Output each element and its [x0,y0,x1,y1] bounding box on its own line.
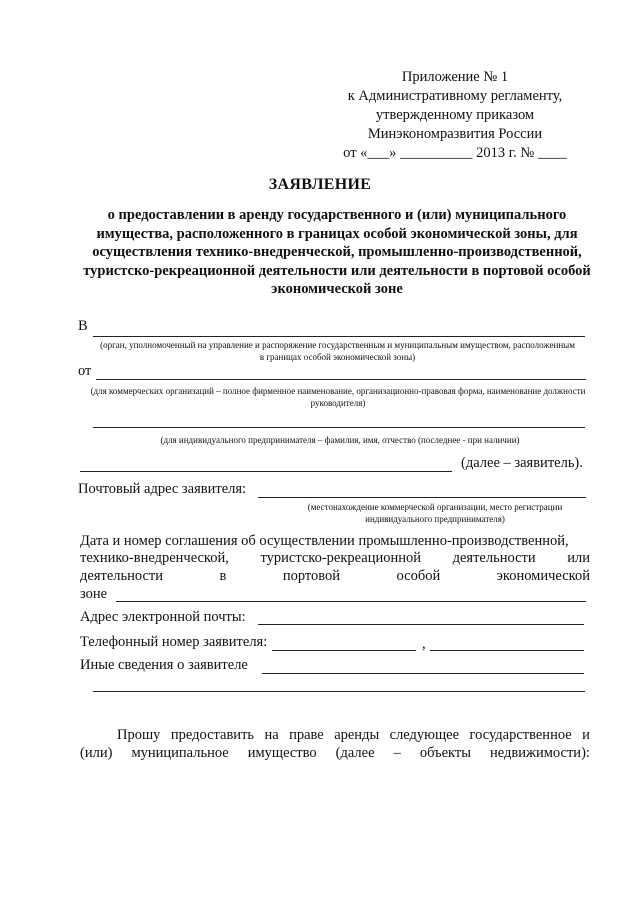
ip-field-line[interactable] [93,427,585,428]
agreement-line-4: зоне [80,586,108,602]
request-word: предоставить [170,727,255,743]
applicant-field-line[interactable] [80,471,452,472]
appendix-block [330,68,580,163]
request-line-1 [117,727,590,744]
appendix-approved: утвержденному приказом [375,107,535,123]
to-label: В [78,318,88,334]
to-caption: (орган, уполномоченный на управление и распоряжение государственным и муниципальным имуществом, расположенным в границах особой экономической зоны) [100,340,575,362]
from-caption: (для коммерческих организаций – полное фирменное наименование, организационно-правовая форма, наименование должности руководителя) [90,386,586,408]
request-line-2 [80,745,590,762]
agreement-line-1: Дата и номер соглашения об осуществлении промышленно-производственной, [80,533,569,549]
to-field-line[interactable] [93,336,585,337]
appendix-number: Приложение № 1 [401,69,509,85]
request-word: следующее [389,727,460,743]
postal-field-line[interactable] [258,497,586,498]
ip-caption: (для индивидуального предпринимателя – фамилия, имя, отчество (последнее - при наличии) [160,435,520,445]
request-word: имущество [247,745,317,761]
page-title: ЗАЯВЛЕНИЕ [268,176,372,193]
agreement-line-3 [80,568,590,585]
phone-label: Телефонный номер заявителя: [80,634,268,650]
request-word: муниципальное [131,745,229,761]
agreement-word: деятельности [80,568,164,584]
postal-label: Почтовый адрес заявителя: [78,481,247,497]
other-info-field-line-2[interactable] [93,691,585,692]
request-word: аренды [334,727,380,743]
request-word: на [264,727,279,743]
appendix-date-number: от «___» __________ 2013 г. № ____ [343,145,567,161]
agreement-line-2 [80,550,590,567]
other-info-label: Иные сведения о заявителе [80,657,248,673]
other-info-field-line[interactable] [262,673,584,674]
request-word: и [582,727,590,743]
from-field-line[interactable] [96,379,586,380]
agreement-word: экономической [496,568,590,584]
email-label: Адрес электронной почты: [80,609,246,625]
request-word: праве [289,727,324,743]
request-word: (или) [80,745,113,761]
request-word: (далее [335,745,375,761]
appendix-regulation: к Административному регламенту, [347,88,563,104]
from-label: от [78,363,92,379]
agreement-word: деятельности [452,550,536,566]
request-word: недвижимости): [489,745,590,761]
request-word: объекты [419,745,471,761]
email-field-line[interactable] [258,624,584,625]
appendix-ministry: Минэкономразвития России [367,126,543,142]
agreement-word: особой [396,568,441,584]
phone-field-line-2[interactable] [430,650,584,651]
phone-separator: , [422,636,426,652]
agreement-word: в [219,568,227,584]
page-subtitle: о предоставлении в аренду государственного и (или) муниципального имущества, расположенного в границах особой экономической зоны, для осуществления технико-внедренческой, промышленно-производственной, туристско-рекреационной деятельности или деятельности в портовой особой экономической зоне [83,207,591,297]
applicant-suffix: (далее – заявитель). [461,455,583,471]
agreement-field-line[interactable] [116,601,586,602]
agreement-word: портовой [282,568,341,584]
request-word: Прошу [117,727,161,743]
request-word: государственное [469,727,572,743]
postal-caption: (местонахождение коммерческой организации, место регистрации индивидуального предпринимателя) [307,502,563,524]
request-word: – [393,745,401,761]
agreement-word: туристско-рекреационной [260,550,421,566]
agreement-word: технико-внедренческой, [80,550,229,566]
agreement-word: или [567,550,590,566]
phone-field-line-1[interactable] [272,650,416,651]
